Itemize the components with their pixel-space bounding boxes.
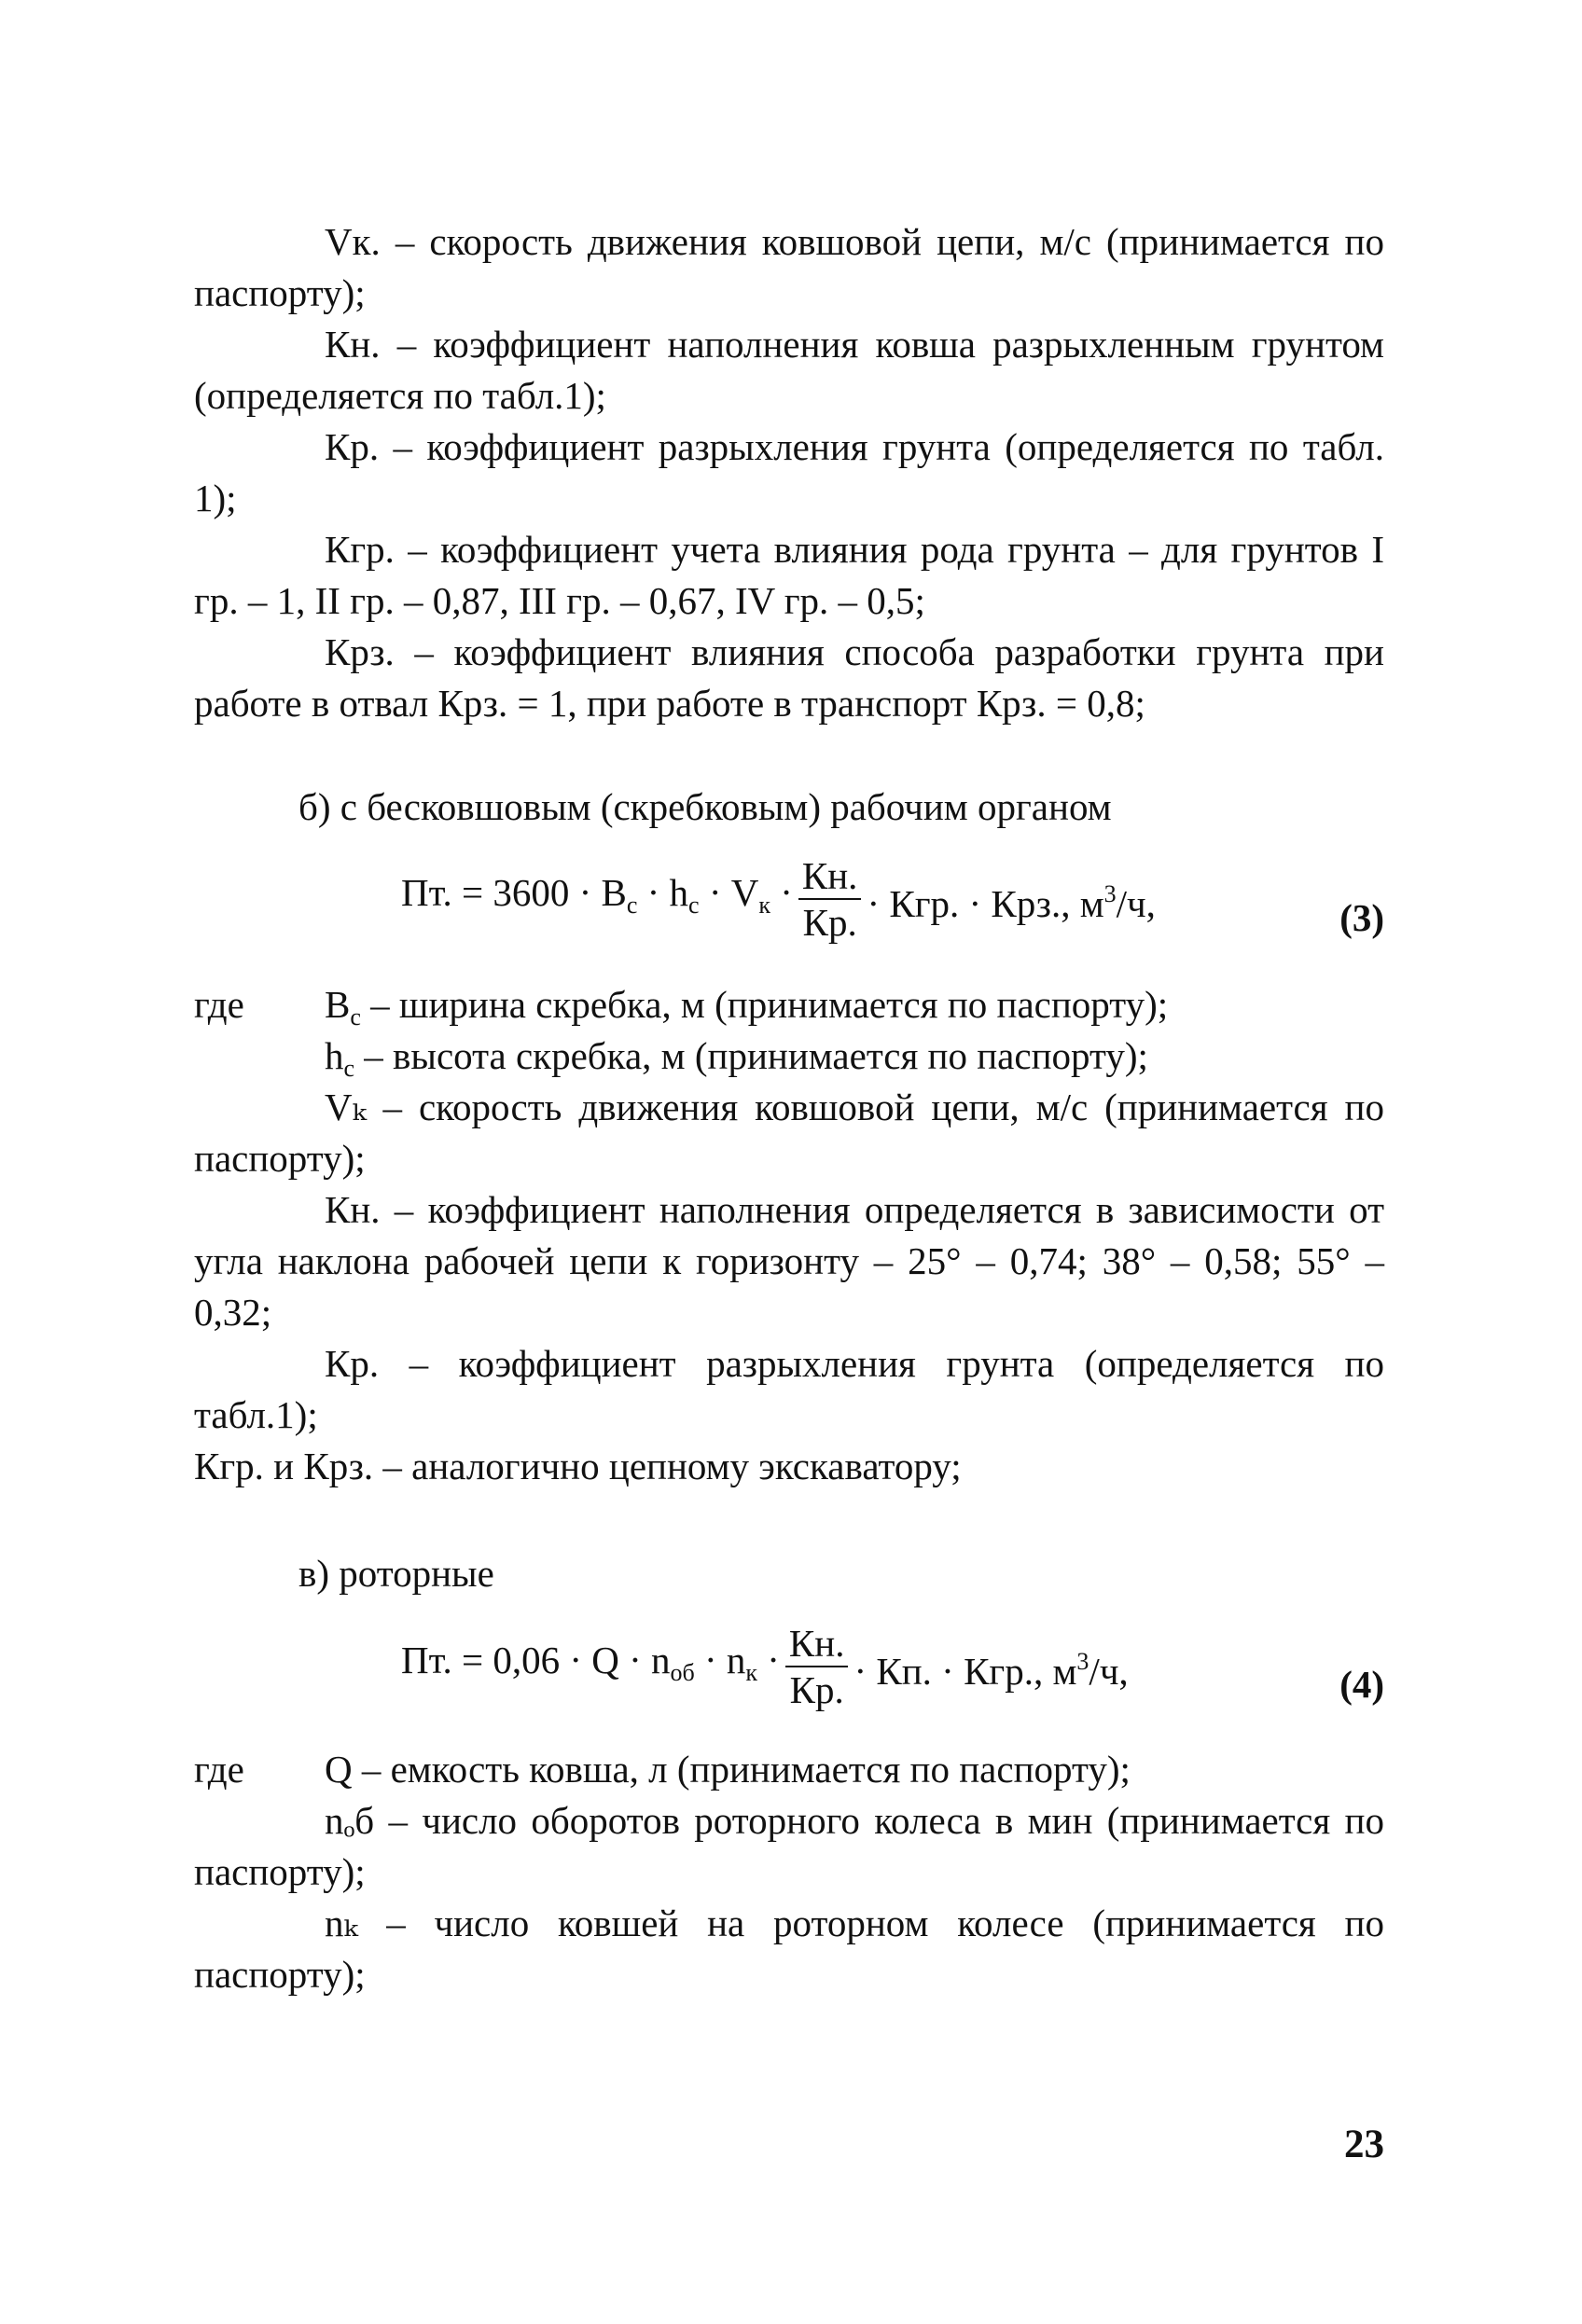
- formula-4-lhs: Пт. = $0,06 \cdot Q \cdot n_{об} \cdot n_к$ ·: [401, 1639, 780, 1686]
- paragraph-vk: Vк. – скорость движения ковшовой цепи, м/с (принимается по паспорту);: [194, 220, 1384, 314]
- fraction-numerator: Кн.: [798, 853, 862, 900]
- definition-kr: Кр. – коэффициент разрыхления грунта (определяется по табл.1);: [194, 1342, 1384, 1436]
- formula-4-fraction: [785, 1621, 849, 1712]
- section-b-heading: б) с бесковшовым (скребковым) рабочим органом: [298, 785, 1112, 828]
- definition-nob: nₒб – число оборотов роторного колеса в мин (принимается по паспорту);: [194, 1799, 1384, 1893]
- paragraph-kn: Кн. – коэффициент наполнения ковша разрыхленным грунтом (определяется по табл.1);: [194, 323, 1384, 417]
- formula-3: [401, 853, 1156, 945]
- fraction-numerator: Кн.: [785, 1621, 849, 1667]
- paragraph-kr: Кр. – коэффициент разрыхления грунта (определяется по табл. 1);: [194, 425, 1384, 519]
- formula-3-rhs: · Кгр. · Крз., $м^3/ч$,: [867, 880, 1156, 925]
- formula-4: [401, 1621, 1129, 1712]
- fraction-denominator: Кр.: [802, 901, 857, 944]
- equation-number-4: (4): [1339, 1663, 1384, 1706]
- formula-3-fraction: [798, 853, 862, 945]
- definition-q: Q – емкость ковша, л (принимается по паспорту);: [325, 1748, 1131, 1791]
- definition-vk: Vₖ – скорость движения ковшовой цепи, м/с (принимается по паспорту);: [194, 1086, 1384, 1180]
- definition-hc: $h_с$ – высота скребка, м (принимается по паспорту);: [325, 1034, 1148, 1082]
- definition-kgr-krz: Кгр. и Крз. – аналогично цепному экскаватору;: [194, 1445, 962, 1487]
- equation-number-3: (3): [1339, 896, 1384, 939]
- definition-bc: $В_с$ – ширина скребка, м (принимается по паспорту);: [325, 983, 1169, 1031]
- where-label-b: где: [194, 983, 244, 1026]
- section-v-heading: в) роторные: [298, 1552, 494, 1595]
- paragraph-krz: Крз. – коэффициент влияния способа разработки грунта при работе в отвал Крз. = 1, при работе в транспорт Крз. = 0,8;: [194, 630, 1384, 725]
- definition-kn: Кн. – коэффициент наполнения определяется в зависимости от угла наклона рабочей цепи к горизонту – 25° – 0,74; 38° – 0,58; 55° – 0,32;: [194, 1188, 1384, 1334]
- formula-4-rhs: · Кп. · Кгр., $м^3/ч$,: [853, 1648, 1129, 1693]
- formula-3-lhs: Пт. = $3600 \cdot B_с \cdot h_с \cdot V_к$ ·: [401, 871, 793, 919]
- definition-nk: nₖ – число ковшей на роторном колесе (принимается по паспорту);: [194, 1902, 1384, 1996]
- page-number: 23: [1344, 2123, 1384, 2166]
- paragraph-kgr: Кгр. – коэффициент учета влияния рода грунта – для грунтов I гр. – 1, II гр. – 0,87, III гр. – 0,67, IV гр. – 0,5;: [194, 528, 1384, 622]
- where-label-v: где: [194, 1748, 244, 1791]
- fraction-denominator: Кр.: [789, 1668, 844, 1711]
